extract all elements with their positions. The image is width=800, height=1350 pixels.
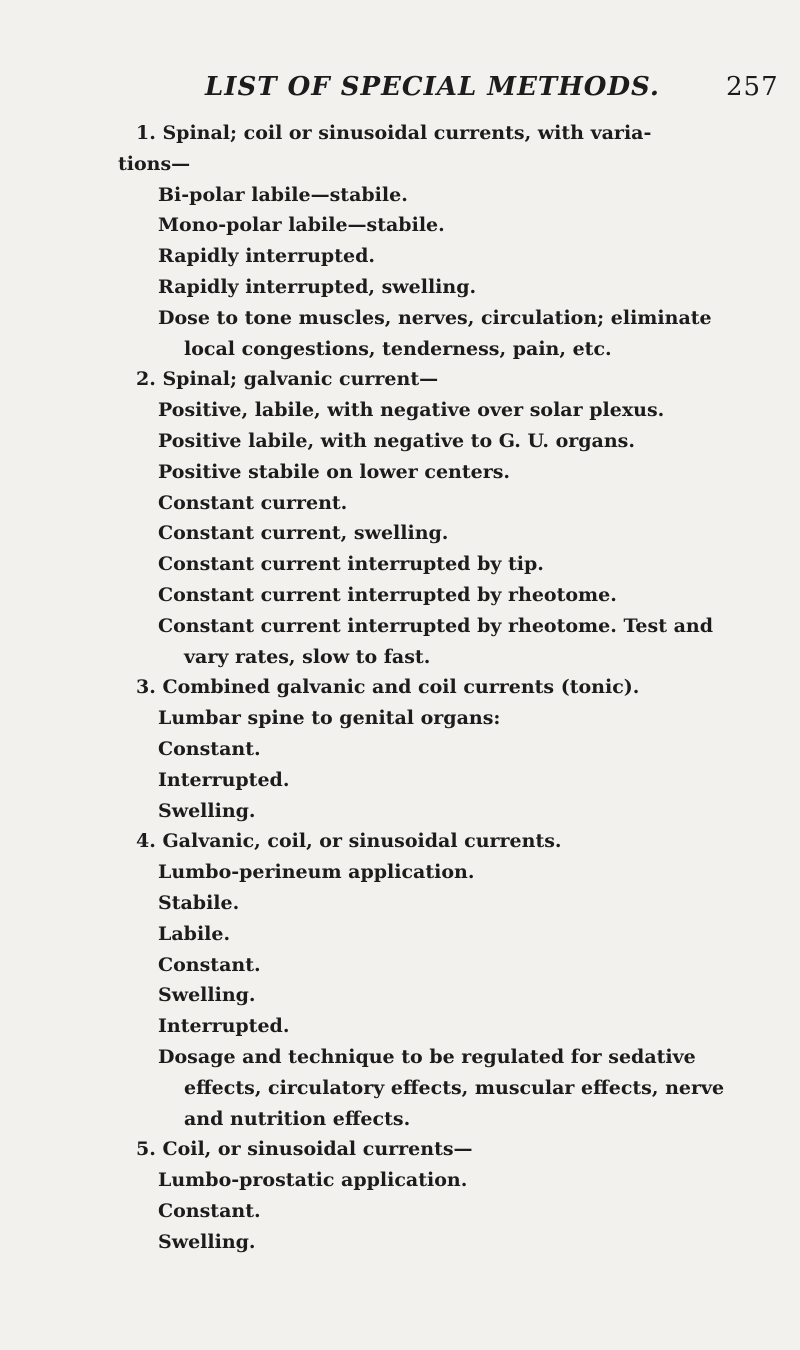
text-line: and nutrition effects. bbox=[184, 1107, 411, 1130]
text-line: Interrupted. bbox=[158, 1015, 290, 1038]
text-line: Dosage and technique to be regulated for sedative bbox=[158, 1045, 696, 1068]
text-line: local congestions, tenderness, pain, etc. bbox=[184, 337, 612, 360]
text-line: 5. Coil, or sinusoidal currents— bbox=[136, 1138, 473, 1161]
text-line: Lumbar spine to genital organs: bbox=[158, 707, 501, 730]
text-line: Constant current, swelling. bbox=[158, 522, 449, 545]
text-line: Constant current interrupted by tip. bbox=[158, 553, 544, 576]
text-line: Constant current interrupted by rheotome. Test and bbox=[158, 614, 714, 637]
text-line: Lumbo-perineum application. bbox=[158, 861, 475, 884]
text-line: Positive labile, with negative to G. U. organs. bbox=[158, 429, 635, 452]
text-line: Swelling. bbox=[158, 984, 256, 1007]
text-line: Bi-polar labile—stabile. bbox=[158, 183, 408, 206]
text-line: Swelling. bbox=[158, 1230, 256, 1253]
text-line: Labile. bbox=[158, 922, 231, 945]
page-number: 257 bbox=[726, 72, 779, 102]
body-text bbox=[118, 118, 798, 1257]
text-line: Constant current interrupted by rheotome. bbox=[158, 583, 617, 606]
text-line: Interrupted. bbox=[158, 768, 290, 791]
page-header bbox=[0, 72, 800, 112]
text-line: Mono-polar labile—stabile. bbox=[158, 214, 445, 237]
text-line: Positive, labile, with negative over solar plexus. bbox=[158, 399, 665, 422]
running-head: LIST OF SPECIAL METHODS. bbox=[205, 72, 660, 102]
text-line: 1. Spinal; coil or sinusoidal currents, with varia- bbox=[136, 122, 652, 144]
text-line: 2. Spinal; galvanic current— bbox=[136, 368, 439, 391]
text-line: Positive stabile on lower centers. bbox=[158, 460, 511, 483]
text-line: tions— bbox=[118, 152, 191, 175]
text-line: Rapidly interrupted, swelling. bbox=[158, 275, 477, 298]
text-line: Stabile. bbox=[158, 891, 240, 914]
text-line: 4. Galvanic, coil, or sinusoidal currents. bbox=[136, 830, 562, 853]
text-line: Constant current. bbox=[158, 491, 348, 514]
text-line: vary rates, slow to fast. bbox=[184, 645, 431, 668]
text-line: Constant. bbox=[158, 1199, 261, 1222]
text-line: 3. Combined galvanic and coil currents (tonic). bbox=[136, 676, 640, 699]
text-line: Constant. bbox=[158, 953, 261, 976]
text-line: Rapidly interrupted. bbox=[158, 245, 375, 268]
text-line: Swelling. bbox=[158, 799, 256, 822]
text-line: Constant. bbox=[158, 737, 261, 760]
text-line: Dose to tone muscles, nerves, circulation; eliminate bbox=[158, 306, 712, 329]
text-line: effects, circulatory effects, muscular effects, nerve bbox=[184, 1076, 725, 1099]
text-line: Lumbo-prostatic application. bbox=[158, 1169, 468, 1192]
